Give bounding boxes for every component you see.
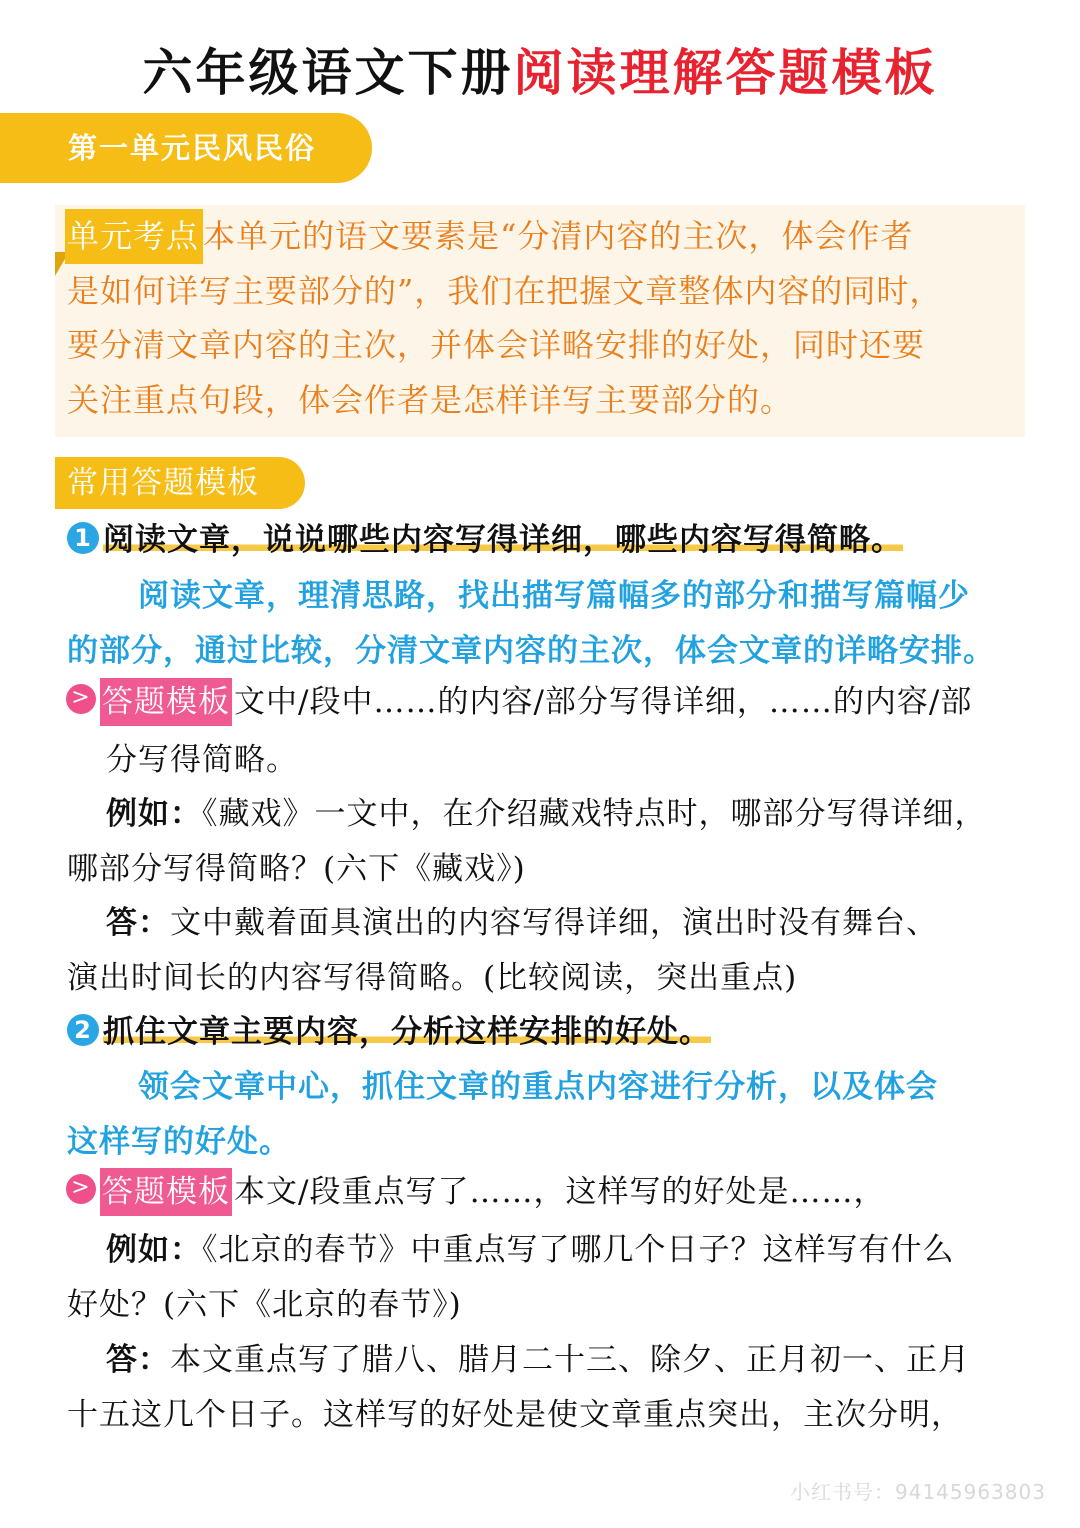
template-row	[66, 1166, 885, 1216]
template-label: 答题模板	[100, 1168, 232, 1216]
example-label: 例如：	[106, 796, 202, 832]
template-text: 分写得简略。	[106, 742, 298, 778]
watermark: 小红书号：94145963803	[790, 1480, 1046, 1504]
question-1	[67, 514, 903, 559]
exam-point-text	[67, 209, 1017, 427]
answer-text: 本文重点写了腊八、腊月二十三、除夕、正月初一、正月	[170, 1342, 970, 1378]
question-2	[67, 1006, 711, 1051]
example-row	[106, 1224, 955, 1269]
exam-point-line: 是如何详写主要部分的”，我们在把握文章整体内容的同时，	[67, 271, 943, 310]
example-label: 例如：	[106, 1232, 202, 1268]
answer-text: 文中戴着面具演出的内容写得详细，演出时没有舞台、	[170, 905, 938, 941]
number-badge-icon: 1	[67, 522, 99, 554]
page-title	[0, 38, 1080, 108]
example-text: 《藏戏》一文中，在介绍藏戏特点时，哪部分写得详细，	[202, 796, 987, 832]
question-text: 阅读文章，说说哪些内容写得详细，哪些内容写得简略。	[103, 522, 903, 558]
title-highlight: 阅读理解答题模板	[513, 44, 938, 102]
exam-point-label: 单元考点	[65, 209, 203, 264]
answer-label: 答：	[106, 1342, 170, 1378]
example-text: 《北京的春节》中重点写了哪几个日子？这样写有什么	[202, 1232, 955, 1268]
exam-point-line: 单元考点 本单元的语文要素是“分清内容的主次，体会作者	[67, 209, 1017, 264]
example-row	[106, 788, 987, 833]
method-line: 领会文章中心，抓住文章的重点内容进行分析，以及体会	[138, 1069, 938, 1105]
answer-text: 演出时间长的内容写得简略。(比较阅读，突出重点)	[67, 960, 798, 996]
method-line: 这样写的好处。	[67, 1124, 291, 1160]
question-text: 抓住文章主要内容，分析这样安排的好处。	[103, 1014, 711, 1050]
example-text: 好处？(六下《北京的春节》)	[67, 1287, 462, 1323]
common-template-tag: 常用答题模板	[55, 457, 305, 509]
title-main: 六年级语文下册	[142, 44, 514, 102]
chevron-right-icon: >	[66, 684, 96, 714]
number-badge-icon: 2	[67, 1014, 99, 1046]
template-label: 答题模板	[100, 678, 232, 726]
method-line: 阅读文章，理清思路，找出描写篇幅多的部分和描写篇幅少	[138, 578, 970, 614]
chevron-right-icon: >	[66, 1174, 96, 1204]
answer-text: 十五这几个日子。这样写的好处是使文章重点突出，主次分明，	[67, 1397, 963, 1433]
template-row	[66, 676, 972, 726]
example-text: 哪部分写得简略？(六下《藏戏》)	[67, 851, 526, 887]
exam-point-line: 要分清文章内容的主次，并体会详略安排的好处，同时还要	[67, 326, 926, 364]
answer-label: 答：	[106, 905, 170, 941]
template-text: 本文/段重点写了……，这样写的好处是……，	[234, 1174, 886, 1210]
answer-row	[106, 897, 938, 942]
answer-row	[106, 1334, 970, 1379]
template-text: 文中/段中……的内容/部分写得详细，……的内容/部	[234, 684, 973, 720]
unit-tag: 第一单元民风民俗	[0, 113, 372, 183]
exam-point-line: 关注重点句段，体会作者是怎样详写主要部分的。	[67, 380, 794, 419]
method-line: 的部分，通过比较，分清文章内容的主次，体会文章的详略安排。	[67, 633, 995, 669]
